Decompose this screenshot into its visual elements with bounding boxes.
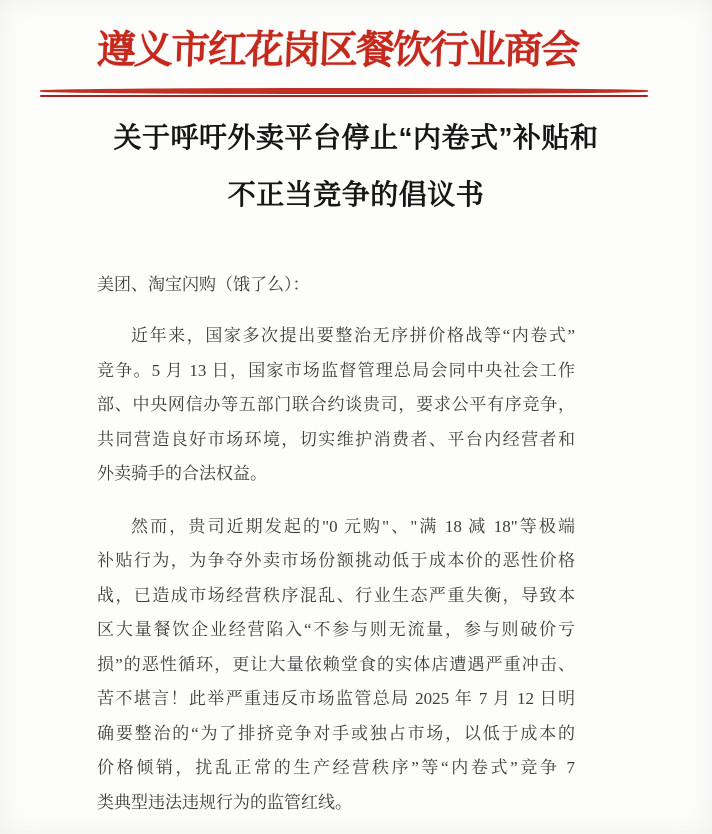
body-line: 价格倾销，扰乱正常的生产经营秩序”等“内卷式”竞争 7 bbox=[97, 758, 575, 777]
paragraph-1 bbox=[97, 319, 575, 492]
letterhead-rule-thick-line bbox=[40, 88, 648, 94]
body-line: 外卖骑手的合法权益。 bbox=[97, 464, 267, 483]
body-line: 区大量餐饮企业经营陷入“不参与则无流量，参与则破价亏 bbox=[97, 620, 575, 639]
body-line: 类典型违法违规行为的监管红线。 bbox=[97, 792, 352, 812]
document-title-line-1: 关于呼吁外卖平台停止“内卷式”补贴和 bbox=[113, 122, 599, 153]
document-title-line-2: 不正当竞争的倡议书 bbox=[227, 179, 485, 210]
body-line: 共同营造良好市场环境，切实维护消费者、平台内经营者和 bbox=[97, 429, 575, 449]
body-line: 战，已造成市场经营秩序混乱、行业生态严重失衡，导致本 bbox=[97, 585, 575, 605]
body-line: 部、中央网信办等五部门联合约谈贵司，要求公平有序竞争， bbox=[97, 395, 575, 414]
body-line: 补贴行为，为争夺外卖市场份额挑动低于成本价的恶性价格 bbox=[97, 551, 575, 570]
body-line: 然而，贵司近期发起的"0 元购"、"满 18 减 18"等极端 bbox=[131, 516, 575, 536]
body-line: 确要整治的“为了排挤竞争对手或独占市场，以低于成本的 bbox=[97, 723, 575, 743]
letterhead-org-name: 遵义市红花岗区餐饮行业商会 bbox=[96, 27, 579, 73]
body-line: 竞争。5 月 13 日，国家市场监督管理总局会同中央社会工作 bbox=[97, 360, 575, 380]
letterhead-rule-thin-line bbox=[40, 95, 648, 97]
body-line: 苦不堪言！此举严重违反市场监管总局 2025 年 7 月 12 日明 bbox=[97, 689, 575, 708]
paragraph-2 bbox=[97, 510, 575, 821]
salutation: 美团、淘宝闪购（饿了么）： bbox=[97, 275, 310, 294]
body-line: 损”的恶性循环，更让大量依赖堂食的实体店遭遇严重冲击、 bbox=[97, 654, 575, 674]
body-line: 近年来，国家多次提出要整治无序拼价格战等“内卷式” bbox=[131, 326, 575, 345]
document-title bbox=[0, 109, 712, 223]
letterhead-rule bbox=[40, 88, 648, 97]
